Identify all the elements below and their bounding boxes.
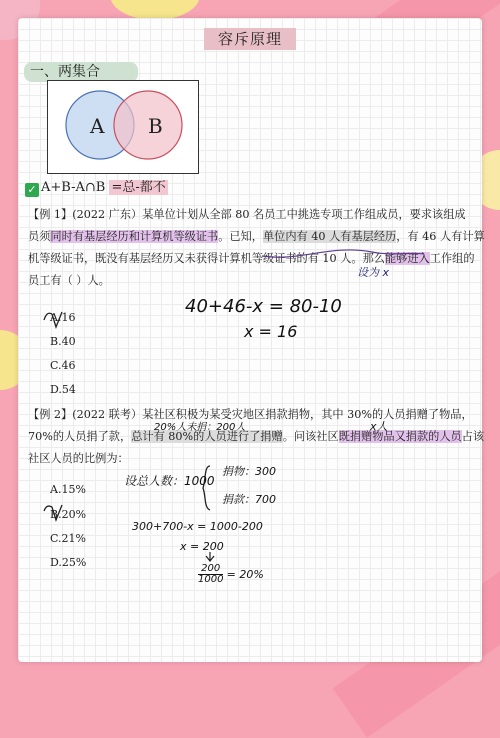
q2-option-b[interactable]: B.20% bbox=[50, 508, 87, 521]
venn-label-a: A bbox=[90, 114, 105, 138]
q2-option-a[interactable]: A.15% bbox=[50, 483, 86, 496]
q2-option-d[interactable]: D.25% bbox=[50, 556, 87, 569]
q1-line: 员工有（ ）人。 bbox=[28, 274, 110, 287]
question-2 bbox=[28, 404, 484, 470]
q2-option-c[interactable]: C.21% bbox=[50, 532, 86, 545]
hw-total: 设总人数：1000 bbox=[124, 474, 215, 488]
hw-fraction: $\frac{200}{1000}$ = 20% bbox=[198, 563, 264, 585]
formula-note bbox=[25, 178, 168, 198]
q1-line: 员须同时有基层经历和计算机等级证书。已知，单位内有 40 人有基层经历，有 46 人有计算 bbox=[28, 230, 485, 243]
venn-diagram bbox=[47, 80, 199, 174]
hw-x-people: x人 bbox=[370, 420, 388, 433]
q2-line: 70%的人员捐了款，总计有 80%的人员进行了捐赠。问该社区既捐赠物品又捐款的人员占该 bbox=[28, 430, 485, 443]
q2-line: 【例 2】(2022 联考）某社区积极为某受灾地区捐款捐物，其中 30%的人员捐赠了物品， bbox=[28, 408, 473, 421]
decor-circle-yellow bbox=[110, 0, 200, 20]
hw-equation-1: 40+46-x = 80-10 bbox=[185, 296, 342, 317]
hw-20-percent: 20%人未捐：200人 bbox=[154, 422, 246, 433]
hw-equation-3: 300+700-x = 1000-200 bbox=[132, 520, 263, 533]
q1-option-c[interactable]: C.46 bbox=[50, 359, 76, 372]
formula-right: =总-都不 bbox=[111, 180, 166, 195]
q1-option-a[interactable]: A.16 bbox=[50, 311, 76, 324]
hw-goods: 捐物：300 bbox=[222, 465, 276, 478]
q2-line: 社区人员的比例为： bbox=[28, 452, 129, 465]
q1-line: 机等级证书，既没有基层经历又未获得计算机等级证书的有 10 人。那么能够进入工作组的 bbox=[28, 252, 475, 265]
page-title: 容斥原理 bbox=[204, 28, 296, 50]
hw-equation-4: x = 200 bbox=[180, 540, 224, 553]
check-icon: ✓ bbox=[25, 183, 39, 197]
hw-money: 捐款：700 bbox=[222, 493, 276, 506]
hw-equation-2: x = 16 bbox=[244, 322, 298, 341]
q1-line: 【例 1】(2022 广东）某单位计划从全部 80 名员工中挑选专项工作组成员，要求该组成 bbox=[28, 208, 466, 221]
q1-option-d[interactable]: D.54 bbox=[50, 383, 76, 396]
hw-set-x: 设为 x bbox=[357, 266, 390, 279]
section-heading: 一、两集合 bbox=[24, 62, 138, 82]
q1-option-b[interactable]: B.40 bbox=[50, 335, 76, 348]
formula-left: A+B-A∩B bbox=[41, 180, 106, 195]
question-1 bbox=[28, 204, 485, 292]
venn-label-b: B bbox=[148, 114, 163, 138]
